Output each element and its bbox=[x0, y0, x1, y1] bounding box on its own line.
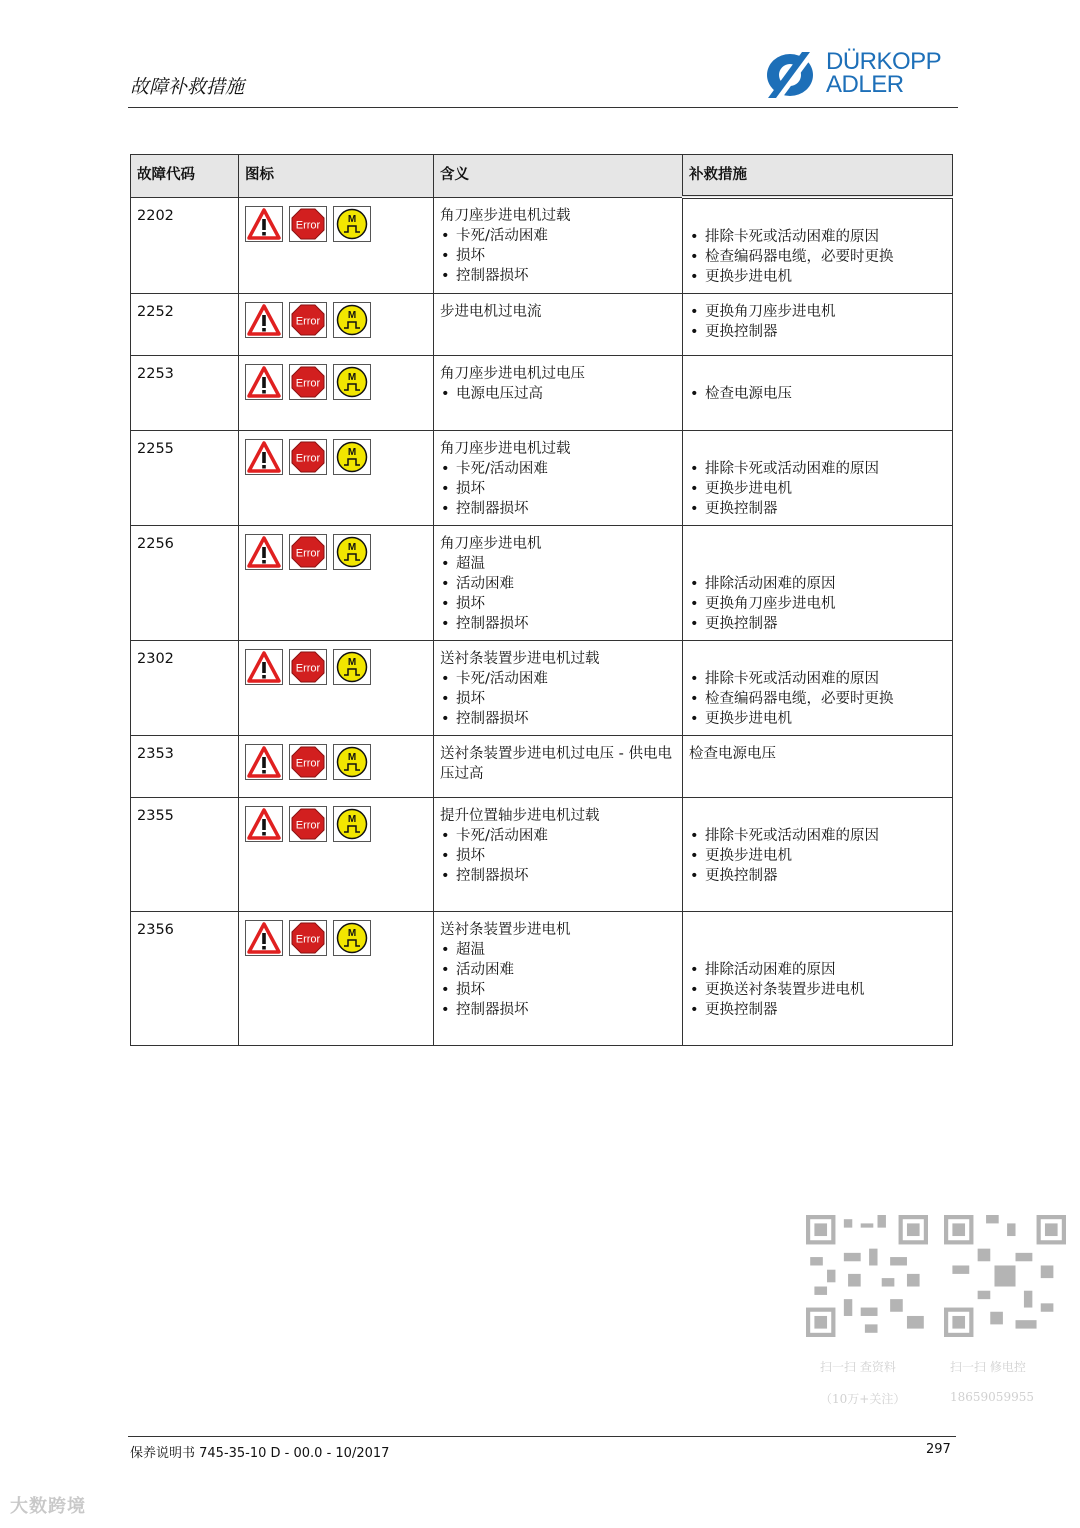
meaning-list bbox=[440, 940, 676, 1020]
remedy-item: • 更换控制器 bbox=[689, 1000, 946, 1020]
fault-remedy bbox=[683, 431, 953, 526]
remedy-item: • 更换送衬条装置步进电机 bbox=[689, 980, 946, 1000]
svg-text:M: M bbox=[347, 814, 357, 825]
remedy-item: • 检查电源电压 bbox=[689, 384, 946, 404]
svg-text:M: M bbox=[347, 447, 357, 458]
fault-meaning bbox=[434, 798, 683, 912]
fault-remedy bbox=[683, 798, 953, 912]
error-stop-icon bbox=[289, 439, 327, 475]
meaning-item: • 控制器损坏 bbox=[440, 1000, 676, 1020]
meaning-item: • 控制器损坏 bbox=[440, 499, 676, 519]
error-stop-label: Error bbox=[295, 219, 321, 231]
meaning-title: 角刀座步进电机过载 bbox=[440, 441, 571, 457]
remedy-item: • 排除活动困难的原因 bbox=[689, 960, 946, 980]
remedy-item: • 检查编码器电缆，必要时更换 bbox=[689, 247, 946, 267]
fault-icons bbox=[239, 798, 434, 912]
error-stop-icon bbox=[289, 920, 327, 956]
remedy-item: • 排除卡死或活动困难的原因 bbox=[689, 826, 946, 846]
fault-remedy bbox=[683, 356, 953, 431]
meaning-title: 送衬条装置步进电机过电压 - 供电电压过高 bbox=[440, 746, 672, 782]
svg-text:M: M bbox=[347, 542, 357, 553]
remedy-item: • 更换步进电机 bbox=[689, 846, 946, 866]
fault-remedy bbox=[683, 912, 953, 1046]
meaning-item: • 活动困难 bbox=[440, 574, 676, 594]
remedy-item: • 检查编码器电缆，必要时更换 bbox=[689, 689, 946, 709]
remedy-item: • 排除卡死或活动困难的原因 bbox=[689, 459, 946, 479]
meaning-title: 角刀座步进电机过载 bbox=[440, 207, 571, 224]
table-row bbox=[131, 294, 953, 356]
table-row bbox=[131, 798, 953, 912]
remedy-text: 检查电源电压 bbox=[689, 746, 776, 762]
fault-icons bbox=[239, 736, 434, 798]
meaning-item: • 控制器损坏 bbox=[440, 709, 676, 729]
fault-icons bbox=[239, 526, 434, 641]
remedy-item: • 更换控制器 bbox=[689, 614, 946, 634]
error-stop-label: Error bbox=[295, 662, 321, 675]
meaning-list bbox=[440, 554, 676, 634]
page-number: 297 bbox=[926, 1442, 951, 1457]
meaning-item: • 卡死/活动困难 bbox=[440, 226, 676, 246]
motor-icon bbox=[333, 206, 371, 242]
warning-triangle-icon bbox=[245, 806, 283, 842]
fault-code: 2253 bbox=[131, 356, 239, 431]
meaning-item: • 活动困难 bbox=[440, 960, 676, 980]
error-stop-label: Error bbox=[295, 377, 321, 390]
error-stop-icon bbox=[289, 302, 327, 338]
motor-icon bbox=[333, 806, 371, 842]
motor-icon bbox=[333, 364, 371, 400]
meaning-item: • 损坏 bbox=[440, 846, 676, 866]
fault-remedy bbox=[683, 294, 953, 356]
remedy-list bbox=[689, 384, 946, 404]
fault-code: 2256 bbox=[131, 526, 239, 641]
meaning-item: • 卡死/活动困难 bbox=[440, 459, 676, 479]
table-row bbox=[131, 641, 953, 736]
fault-meaning bbox=[434, 736, 683, 798]
qr-codes bbox=[806, 1215, 1066, 1415]
fault-code: 2353 bbox=[131, 736, 239, 798]
error-stop-label: Error bbox=[295, 757, 321, 770]
table-header-row bbox=[131, 155, 953, 198]
fault-meaning bbox=[434, 526, 683, 641]
table-row bbox=[131, 912, 953, 1046]
table-row bbox=[131, 197, 953, 294]
header-code: 故障代码 bbox=[131, 155, 239, 198]
svg-text:M: M bbox=[347, 752, 357, 763]
fault-code: 2255 bbox=[131, 431, 239, 526]
fault-meaning bbox=[434, 431, 683, 526]
fault-icons bbox=[239, 641, 434, 736]
brand-logo bbox=[762, 50, 958, 100]
meaning-item: • 电源电压过高 bbox=[440, 384, 676, 404]
warning-triangle-icon bbox=[245, 649, 283, 685]
error-stop-label: Error bbox=[295, 452, 321, 465]
remedy-list bbox=[689, 227, 946, 287]
fault-table bbox=[130, 154, 953, 1046]
qr-right-caption-1: 扫一扫 修电控 bbox=[950, 1360, 1026, 1374]
remedy-item: • 更换角刀座步进电机 bbox=[689, 594, 946, 614]
error-stop-icon bbox=[289, 364, 327, 400]
fault-code: 2355 bbox=[131, 798, 239, 912]
remedy-list bbox=[689, 459, 946, 519]
meaning-item: • 超温 bbox=[440, 554, 676, 574]
meaning-item: • 损坏 bbox=[440, 479, 676, 499]
error-stop-icon bbox=[289, 206, 327, 242]
meaning-list bbox=[440, 669, 676, 729]
fault-icons bbox=[239, 356, 434, 431]
meaning-title: 送衬条装置步进电机 bbox=[440, 922, 571, 938]
meaning-item: • 卡死/活动困难 bbox=[440, 826, 676, 846]
table-row bbox=[131, 356, 953, 431]
remedy-item: • 更换步进电机 bbox=[689, 479, 946, 499]
meaning-item: • 控制器损坏 bbox=[440, 266, 676, 286]
meaning-item: • 损坏 bbox=[440, 594, 676, 614]
meaning-item: • 卡死/活动困难 bbox=[440, 669, 676, 689]
meaning-title: 角刀座步进电机 bbox=[440, 536, 542, 552]
header-icon: 图标 bbox=[239, 155, 434, 198]
warning-triangle-icon bbox=[245, 206, 283, 242]
meaning-list bbox=[440, 384, 676, 404]
remedy-list bbox=[689, 960, 946, 1020]
fault-meaning bbox=[434, 294, 683, 356]
header-meaning: 含义 bbox=[434, 155, 683, 198]
svg-text:M: M bbox=[347, 310, 357, 321]
fault-icons bbox=[239, 294, 434, 356]
fault-code: 2202 bbox=[131, 197, 239, 294]
table-row bbox=[131, 526, 953, 641]
brand-logo-icon bbox=[762, 52, 822, 98]
fault-meaning bbox=[434, 197, 683, 294]
fault-remedy bbox=[683, 526, 953, 641]
warning-triangle-icon bbox=[245, 439, 283, 475]
motor-icon bbox=[333, 920, 371, 956]
error-stop-icon bbox=[289, 744, 327, 780]
fault-meaning bbox=[434, 912, 683, 1046]
warning-triangle-icon bbox=[245, 534, 283, 570]
qr-code-right bbox=[944, 1215, 1066, 1337]
warning-triangle-icon bbox=[245, 744, 283, 780]
remedy-item: • 更换控制器 bbox=[689, 499, 946, 519]
motor-icon bbox=[333, 744, 371, 780]
remedy-item: • 更换步进电机 bbox=[689, 709, 946, 729]
fault-meaning bbox=[434, 356, 683, 431]
meaning-title: 提升位置轴步进电机过载 bbox=[440, 808, 600, 824]
meaning-list bbox=[440, 459, 676, 519]
meaning-item: • 控制器损坏 bbox=[440, 614, 676, 634]
warning-triangle-icon bbox=[245, 302, 283, 338]
meaning-item: • 损坏 bbox=[440, 246, 676, 266]
brand-name-line1: DÜRKOPP bbox=[826, 48, 942, 75]
qr-code-left bbox=[806, 1215, 928, 1337]
remedy-list bbox=[689, 669, 946, 729]
svg-text:M: M bbox=[347, 928, 357, 939]
remedy-item: • 排除卡死或活动困难的原因 bbox=[689, 227, 946, 247]
meaning-title: 步进电机过电流 bbox=[440, 304, 542, 320]
watermark: 大数跨境 bbox=[10, 1496, 86, 1517]
remedy-list bbox=[689, 826, 946, 886]
error-stop-label: Error bbox=[295, 933, 321, 946]
header-remedy: 补救措施 bbox=[683, 155, 953, 198]
remedy-item: • 更换控制器 bbox=[689, 866, 946, 886]
svg-text:M: M bbox=[347, 213, 357, 225]
motor-icon bbox=[333, 534, 371, 570]
remedy-item: • 排除活动困难的原因 bbox=[689, 574, 946, 594]
qr-right-caption-2: 18659059955 bbox=[950, 1390, 1034, 1404]
motor-icon bbox=[333, 302, 371, 338]
table-row bbox=[131, 736, 953, 798]
error-stop-icon bbox=[289, 649, 327, 685]
fault-icons bbox=[239, 912, 434, 1046]
meaning-item: • 控制器损坏 bbox=[440, 866, 676, 886]
page-section-title: 故障补救措施 bbox=[130, 76, 245, 98]
error-stop-icon bbox=[289, 534, 327, 570]
motor-icon bbox=[333, 439, 371, 475]
meaning-list bbox=[440, 226, 676, 286]
remedy-item: • 排除卡死或活动困难的原因 bbox=[689, 669, 946, 689]
error-stop-icon bbox=[289, 806, 327, 842]
warning-triangle-icon bbox=[245, 920, 283, 956]
header-divider bbox=[128, 107, 958, 108]
error-stop-label: Error bbox=[295, 315, 321, 328]
fault-code: 2356 bbox=[131, 912, 239, 1046]
remedy-list bbox=[689, 574, 946, 634]
fault-code: 2302 bbox=[131, 641, 239, 736]
meaning-item: • 超温 bbox=[440, 940, 676, 960]
meaning-item: • 损坏 bbox=[440, 980, 676, 1000]
fault-icons bbox=[239, 431, 434, 526]
remedy-item: • 更换控制器 bbox=[689, 322, 946, 342]
error-stop-label: Error bbox=[295, 819, 321, 832]
meaning-title: 角刀座步进电机过电压 bbox=[440, 366, 585, 382]
fault-code: 2252 bbox=[131, 294, 239, 356]
remedy-item: • 更换角刀座步进电机 bbox=[689, 302, 946, 322]
fault-icons bbox=[239, 197, 434, 294]
footer-divider bbox=[128, 1436, 956, 1437]
fault-remedy bbox=[683, 641, 953, 736]
remedy-list bbox=[689, 302, 946, 342]
meaning-list bbox=[440, 826, 676, 886]
fault-remedy bbox=[683, 197, 953, 294]
remedy-item: • 更换步进电机 bbox=[689, 267, 946, 287]
meaning-title: 送衬条装置步进电机过载 bbox=[440, 651, 600, 667]
fault-remedy bbox=[683, 736, 953, 798]
meaning-item: • 损坏 bbox=[440, 689, 676, 709]
table-row bbox=[131, 431, 953, 526]
brand-name-line2: ADLER bbox=[826, 71, 904, 98]
warning-triangle-icon bbox=[245, 364, 283, 400]
fault-meaning bbox=[434, 641, 683, 736]
qr-left-caption-2: （10万+关注） bbox=[820, 1392, 906, 1406]
svg-text:M: M bbox=[347, 657, 357, 668]
motor-icon bbox=[333, 649, 371, 685]
footer-document-id: 保养说明书 745-35-10 D - 00.0 - 10/2017 bbox=[130, 1446, 390, 1461]
svg-text:M: M bbox=[347, 372, 357, 383]
qr-left-caption-1: 扫一扫 查资料 bbox=[820, 1360, 896, 1374]
fault-table-body bbox=[131, 197, 953, 1046]
error-stop-label: Error bbox=[295, 547, 321, 560]
